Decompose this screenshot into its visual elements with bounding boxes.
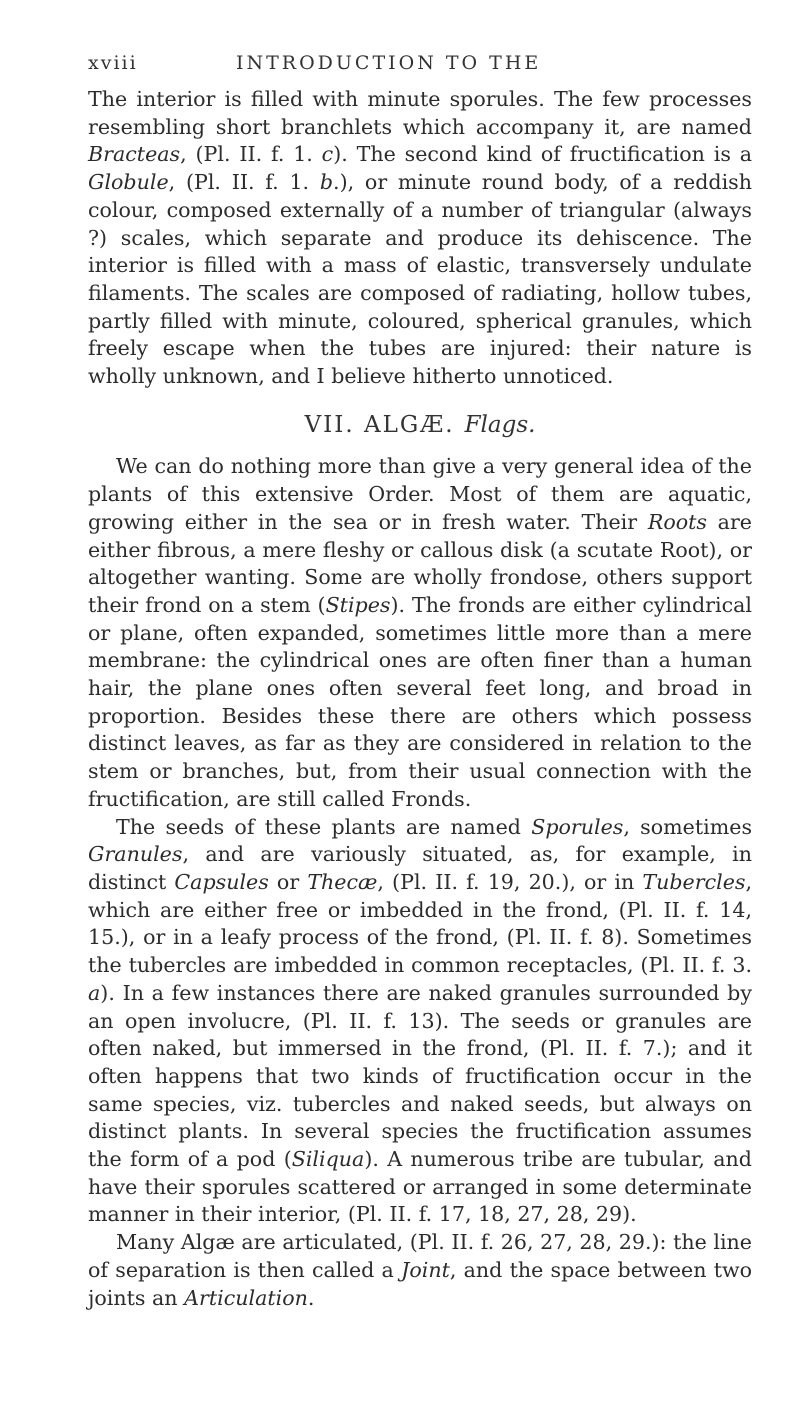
page-header [88, 52, 752, 86]
running-head: INTRODUCTION TO THE [236, 52, 542, 74]
page-number: xviii [88, 52, 138, 74]
section-number: VII. ALGÆ. [304, 411, 455, 438]
section-title: Flags. [464, 411, 536, 438]
paragraph-algae-intro: We can do nothing more than give a very general idea of the plants of this extensive Order. Most of them are aquatic, growing either in the sea or in fresh water. Their Roots are either fibrous, a mere fleshy or callous disk (a scutate Root), or altogether wanting. Some are wholly frondose, others support their frond on a stem (Stipes). The fronds are either cylindrical or plane, often expanded, sometimes little more than a mere membrane: the cylindrical ones are often finer than a human hair, the plane ones often several feet long, and broad in proportion. Besides these there are others which possess distinct leaves, as far as they are considered in relation to the stem or branches, but, from their usual connection with the fructification, are still called Fronds. [88, 454, 752, 811]
section-heading [88, 412, 752, 440]
paragraph-algae-seeds: The seeds of these plants are named Sporules, sometimes Granules, and are variously situated, as, for example, in distinct Capsules or Thecæ, (Pl. II. f. 19, 20.), or in Tubercles, which are either free or imbedded in the frond, (Pl. II. f. 14, 15.), or in a leafy process of the frond, (Pl. II. f. 8). Sometimes the tubercles are imbedded in common receptacles, (Pl. II. f. 3. a). In a few instances there are naked granules surrounded by an open involucre, (Pl. II. f. 13). The seeds or granules are often naked, but immersed in the frond, (Pl. II. f. 7.); and it often happens that two kinds of fructification occur in the same species, viz. tubercles and naked seeds, but always on distinct plants. In several species the fructification assumes the form of a pod (Siliqua). A numerous tribe are tubular, and have their sporules scattered or arranged in some determinate manner in their interior, (Pl. II. f. 17, 18, 27, 28, 29). [88, 814, 753, 1227]
book-page [88, 52, 752, 1312]
paragraph-fructification: The interior is filled with minute sporules. The few processes resembling short branchlets which accompany it, are named Bracteas, (Pl. II. f. 1. c). The second kind of fructification is a Globule, (Pl. II. f. 1. b.), or minute round body, of a reddish colour, composed externally of a number of triangular (always ?) scales, which separate and produce its dehiscence. The interior is filled with a mass of elastic, transversely undulate filaments. The scales are composed of radiating, hollow tubes, partly filled with minute, coloured, spherical granules, which freely escape when the tubes are injured: their nature is wholly unknown, and I believe hitherto unnoticed. [88, 87, 753, 389]
paragraph-algae-joints: Many Algæ are articulated, (Pl. II. f. 26, 27, 28, 29.): the line of separation is then called a Joint, and the space between two joints an Articulation. [88, 1230, 752, 1310]
body-text [88, 86, 752, 1312]
